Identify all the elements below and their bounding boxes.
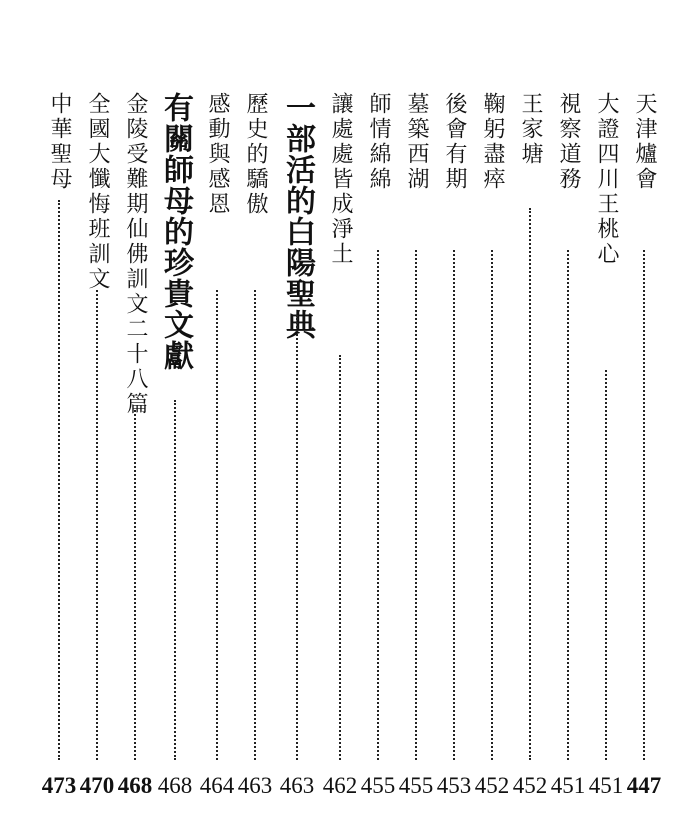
toc-entry-page: 473 xyxy=(41,773,77,798)
toc-entry xyxy=(625,80,663,800)
toc-entry-title: 後會有期 xyxy=(442,92,467,192)
toc-entry-title: 金陵受難期仙佛訓文二十八篇 xyxy=(123,92,148,417)
dot-leader xyxy=(415,250,417,760)
toc-entry-title: 鞠躬盡瘁 xyxy=(480,92,505,192)
toc-entry xyxy=(435,80,473,800)
toc-entry-title: 歷史的驕傲 xyxy=(243,92,268,217)
toc-entry xyxy=(587,80,625,800)
toc-entry-title: 師情綿綿 xyxy=(366,92,391,192)
toc-entry-page: 468 xyxy=(117,773,153,798)
toc-entry-page: 470 xyxy=(79,773,115,798)
toc-entry-page: 453 xyxy=(436,773,472,798)
toc-entry-title: 天津爐會 xyxy=(632,92,657,192)
toc-entry-title: 有關師母的珍貴文獻 xyxy=(158,92,193,371)
dot-leader xyxy=(296,315,298,760)
toc-entry-page: 455 xyxy=(360,773,396,798)
toc-entry-page: 462 xyxy=(322,773,358,798)
toc-entry-page: 463 xyxy=(279,773,315,798)
toc-entry xyxy=(511,80,549,800)
toc-entry-page: 447 xyxy=(626,773,662,798)
toc-entry-title: 全國大懺悔班訓文 xyxy=(85,92,110,292)
toc-entry xyxy=(549,80,587,800)
dot-leader xyxy=(216,290,218,760)
toc-entry xyxy=(397,80,435,800)
toc-entry xyxy=(359,80,397,800)
toc-entry-title: 王家塘 xyxy=(518,92,543,167)
toc-entry-major xyxy=(276,80,318,800)
toc-entry-title: 視察道務 xyxy=(556,92,581,192)
dot-leader xyxy=(491,250,493,760)
toc-entry-title: 讓處處皆成淨土 xyxy=(328,92,353,267)
toc-entry-page: 451 xyxy=(550,773,586,798)
toc-entry xyxy=(78,80,116,800)
toc-entry xyxy=(198,80,236,800)
toc-entry-page: 451 xyxy=(588,773,624,798)
toc-entry xyxy=(116,80,154,800)
toc-entry-title: 墓築西湖 xyxy=(404,92,429,192)
toc-entry-page: 463 xyxy=(237,773,273,798)
toc-entry xyxy=(321,80,359,800)
toc-entry-title: 感動與感恩 xyxy=(205,92,230,217)
toc-entry xyxy=(236,80,274,800)
toc-entry xyxy=(473,80,511,800)
toc-entry-major xyxy=(154,80,196,800)
dot-leader xyxy=(339,355,341,760)
dot-leader xyxy=(174,400,176,760)
dot-leader xyxy=(643,250,645,760)
toc-entry-page: 455 xyxy=(398,773,434,798)
toc-entry-title: 大證四川王桃心 xyxy=(594,92,619,267)
dot-leader xyxy=(605,370,607,760)
toc-entry-page: 452 xyxy=(512,773,548,798)
dot-leader xyxy=(58,200,60,760)
dot-leader xyxy=(529,208,531,760)
toc-entry xyxy=(40,80,78,800)
toc-entry-page: 452 xyxy=(474,773,510,798)
dot-leader xyxy=(134,410,136,760)
dot-leader xyxy=(96,290,98,760)
toc-entry-title: 中華聖母 xyxy=(47,92,72,192)
toc-entry-page: 468 xyxy=(157,773,193,798)
dot-leader xyxy=(377,250,379,760)
dot-leader xyxy=(453,250,455,760)
toc-entry-page: 464 xyxy=(199,773,235,798)
dot-leader xyxy=(254,290,256,760)
dot-leader xyxy=(567,250,569,760)
toc-entry-title: 一部活的白陽聖典 xyxy=(280,92,315,340)
